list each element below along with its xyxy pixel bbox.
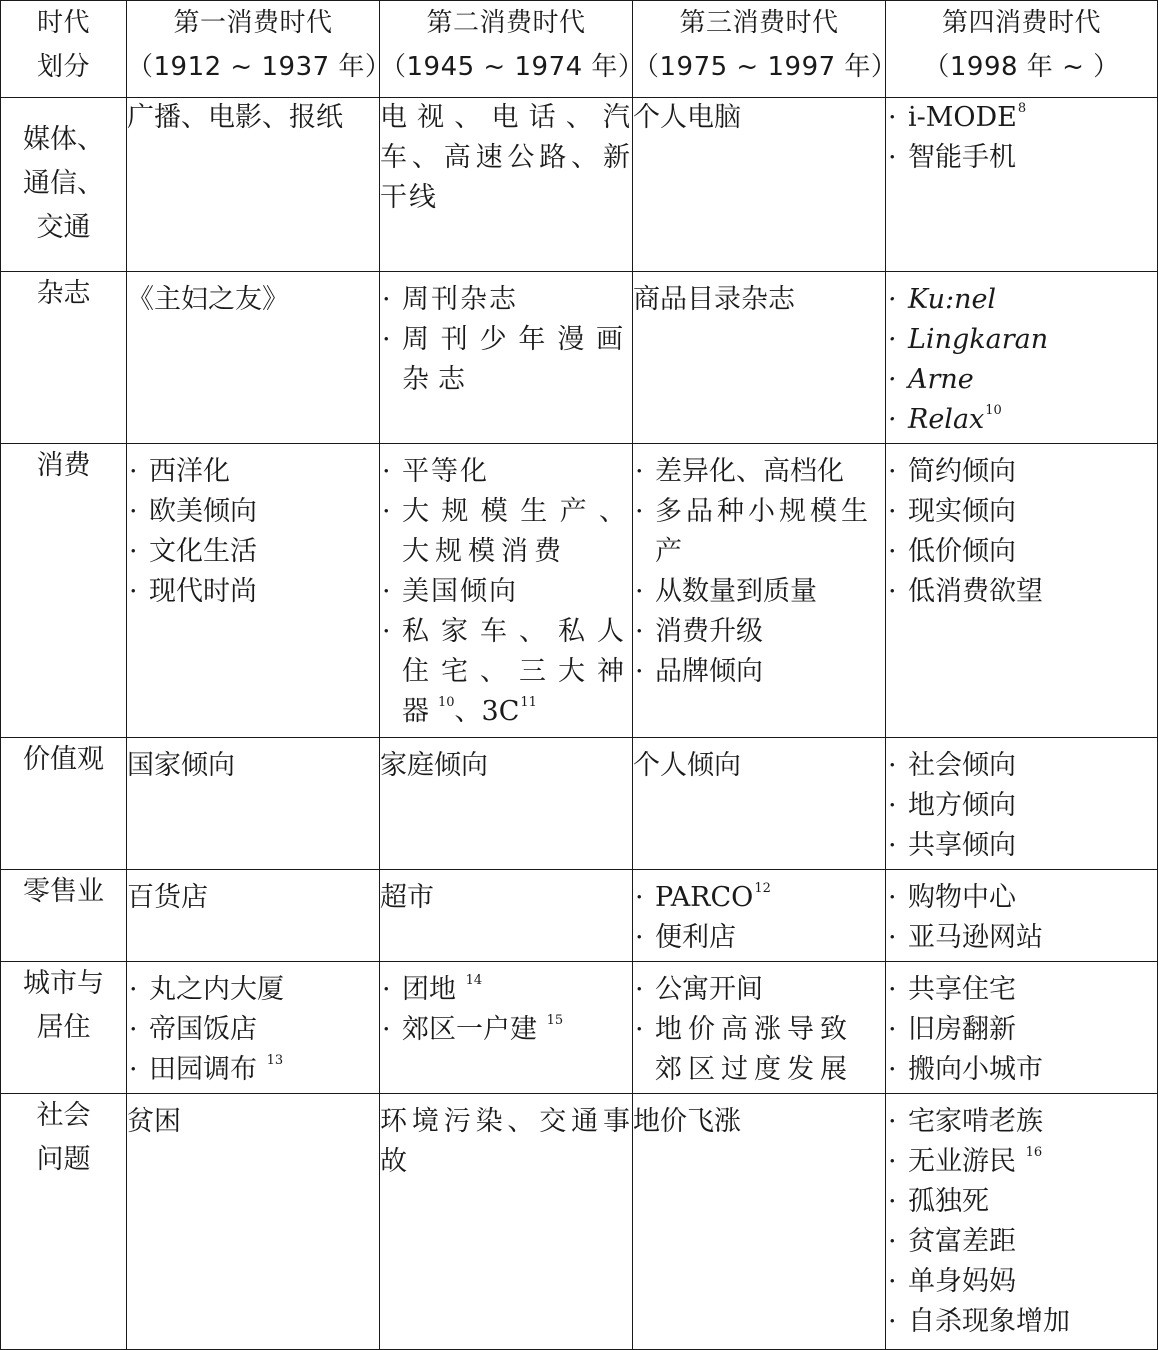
list-item: · 周刊杂志 [380,280,632,320]
social-era-2 [380,1094,633,1350]
retail-era-3 [633,870,886,962]
list-item [886,360,1157,400]
list-item [886,1102,1157,1142]
row-retail [1,870,1158,962]
era-4-years: （1998 年 ~ ） [923,52,1120,82]
list-item: · 共享倾向 [886,826,1157,866]
footnote-mark: 12 [754,881,771,896]
row-label-housing [1,962,127,1094]
list-item [886,280,1157,320]
list-item [886,1222,1157,1262]
bullet-list [127,970,379,1090]
bullet-list [886,452,1157,612]
row-magazines [1,272,1158,444]
header-corner-line-1: 时代 [36,8,90,38]
item-text: Ku:nel [908,284,997,315]
row-social [1,1094,1158,1350]
item-text: i-MODE [908,102,1017,133]
list-item: · 低价倾向 [886,532,1157,572]
footnote-mark: 16 [1025,1145,1043,1160]
item-text: PARCO [655,882,754,913]
row-label-social [1,1094,127,1350]
row-label-values [1,738,127,870]
list-item: · 现实倾向 [886,492,1157,532]
media-era-2 [380,98,633,272]
item-text-extra: 、3C [454,696,520,727]
list-item: · 多品种小规模生产 [633,492,885,572]
consumption-era-3 [633,444,886,738]
item-text: 自杀现象增加 [908,1306,1070,1337]
item-text: Lingkaran [908,324,1049,355]
list-item [380,970,632,1010]
list-item [886,138,1157,178]
row-label-line: 居住 [36,1012,91,1043]
consumption-era-4 [886,444,1158,738]
row-label-line: 价值观 [23,744,104,775]
era-4-name: 第四消费时代 [941,8,1101,38]
era-1-name: 第一消费时代 [173,8,333,38]
row-label-line: 城市与 [23,968,104,999]
row-label-line: 媒体、 [23,124,104,155]
magazines-era-1 [127,272,380,444]
list-item [886,1142,1157,1182]
header-era-1 [127,1,392,98]
list-item: · 美国倾向 [380,572,632,612]
header-era-2 [380,1,645,98]
list-item [633,878,885,918]
list-item [633,918,885,958]
row-label-line: 零售业 [23,876,104,907]
bullet-list [886,98,1157,178]
row-label-line: 问题 [36,1144,91,1175]
footnote-mark: 13 [266,1053,284,1068]
cell-text: 《主妇之友》 [127,284,289,315]
row-label-retail [1,870,127,962]
values-era-3 [633,738,886,870]
item-text: 丸之内大厦 [149,974,284,1005]
row-values [1,738,1158,870]
bullet-list [380,452,632,732]
row-media [1,98,1158,272]
list-item: · 从数量到质量 [633,572,885,612]
retail-era-2 [380,870,633,962]
list-item [886,1182,1157,1222]
values-era-1 [127,738,380,870]
list-item: · 文化生活 [127,532,379,572]
list-item [380,612,632,732]
row-label-media [1,98,127,272]
header-era-4 [886,1,1158,98]
bullet-list [886,970,1157,1090]
era-2-years: （1945 ~ 1974 年） [380,52,645,82]
bullet-list [633,452,885,692]
bullet-list [886,878,1157,958]
values-era-4 [886,738,1158,870]
item-text: 田园调布 [149,1054,257,1085]
bullet-list [633,970,885,1090]
row-label-line: 通信、 [23,168,104,199]
social-era-4 [886,1094,1158,1350]
footnote-mark: 10 [438,695,455,710]
list-item: · 地方倾向 [886,786,1157,826]
list-item [886,400,1157,440]
footnote-mark: 11 [520,695,537,710]
cell-text: 广播、电影、报纸 [127,102,343,133]
consumption-era-1 [127,444,380,738]
list-item [127,970,379,1010]
row-label-line: 交通 [36,212,91,243]
era-1-years: （1912 ~ 1937 年） [127,52,392,82]
magazines-era-2 [380,272,633,444]
consumption-era-2 [380,444,633,738]
list-item: · 品牌倾向 [633,652,885,692]
bullet-list [886,280,1157,440]
item-text: 智能手机 [908,142,1016,173]
item-text: 帝国饭店 [149,1014,257,1045]
media-era-1 [127,98,380,272]
header-era-3 [633,1,898,98]
retail-era-4 [886,870,1158,962]
list-item [886,1302,1157,1342]
era-3-name: 第三消费时代 [679,8,839,38]
cell-text: 百货店 [127,882,208,913]
list-item [127,1050,379,1090]
list-item [886,1262,1157,1302]
list-item: · 欧美倾向 [127,492,379,532]
item-text: 贫富差距 [908,1226,1016,1257]
header-corner [1,1,127,98]
magazines-era-3 [633,272,886,444]
cell-text: 个人倾向 [633,750,741,781]
list-item: · 周刊少年漫画杂志 [380,320,632,400]
item-text: Arne [908,364,974,395]
header-corner-line-2: 划分 [36,52,90,82]
bullet-list [633,878,885,958]
row-label-line: 杂志 [36,278,91,309]
bullet-list [380,280,632,400]
list-item: · 公寓开间 [633,970,885,1010]
bullet-list [127,452,379,612]
cell-text: 商品目录杂志 [633,284,795,315]
values-era-2 [380,738,633,870]
magazines-era-4 [886,272,1158,444]
cell-text: 超市 [380,882,434,913]
row-consumption [1,444,1158,738]
cell-text: 贫困 [127,1106,181,1137]
list-item: · 现代时尚 [127,572,379,612]
bullet-list [886,746,1157,866]
housing-era-3 [633,962,886,1094]
item-text: Relax [908,404,985,435]
list-item: · 平等化 [380,452,632,492]
row-label-line: 消费 [36,450,91,481]
row-label-line: 社会 [36,1100,91,1131]
list-item: · 搬向小城市 [886,1050,1157,1090]
era-2-name: 第二消费时代 [426,8,586,38]
list-item: · 旧房翻新 [886,1010,1157,1050]
header-row [1,1,1158,98]
item-text: 无业游民 [908,1146,1016,1177]
row-label-consumption [1,444,127,738]
social-era-3 [633,1094,886,1350]
list-item [127,1010,379,1050]
cell-text: 环境污染、交通事故 [380,1106,632,1177]
item-text: 私家车、私人住宅、三大神器 [402,616,632,727]
list-item: · 购物中心 [886,878,1157,918]
item-text: 孤独死 [908,1186,989,1217]
item-text: 宅家啃老族 [908,1106,1043,1137]
retail-era-1 [127,870,380,962]
item-text: 单身妈妈 [908,1266,1016,1297]
cell-text: 家庭倾向 [380,750,488,781]
list-item [380,1010,632,1050]
cell-text: 个人电脑 [633,102,741,133]
list-item: · 大规模生产、大规模消费 [380,492,632,572]
footnote-mark: 8 [1017,101,1027,116]
cell-text: 国家倾向 [127,750,235,781]
cell-text: 电视、电话、汽车、高速公路、新干线 [380,102,632,213]
housing-era-2 [380,962,633,1094]
footnote-mark: 15 [546,1013,564,1028]
row-housing [1,962,1158,1094]
social-era-1 [127,1094,380,1350]
footnote-mark: 10 [985,403,1002,418]
list-item: · 共享住宅 [886,970,1157,1010]
list-item: · 地价高涨导致郊区过度发展 [633,1010,885,1090]
item-text: 团地 [402,974,456,1005]
item-text: 便利店 [655,922,736,953]
list-item: · 社会倾向 [886,746,1157,786]
list-item: · 消费升级 [633,612,885,652]
bullet-list [886,1102,1157,1342]
list-item: · 简约倾向 [886,452,1157,492]
era-3-years: （1975 ~ 1997 年） [633,52,898,82]
list-item: · 差异化、高档化 [633,452,885,492]
bullet-list [380,970,632,1050]
list-item [886,320,1157,360]
list-item: · 亚马逊网站 [886,918,1157,958]
row-label-magazines [1,272,127,444]
housing-era-4 [886,962,1158,1094]
footnote-mark: 14 [465,973,483,988]
housing-era-1 [127,962,380,1094]
list-item [886,98,1157,138]
list-item: · 低消费欲望 [886,572,1157,612]
media-era-4 [886,98,1158,272]
item-text: 郊区一户建 [402,1014,537,1045]
list-item: · 西洋化 [127,452,379,492]
cell-text: 地价飞涨 [633,1106,741,1137]
media-era-3 [633,98,886,272]
